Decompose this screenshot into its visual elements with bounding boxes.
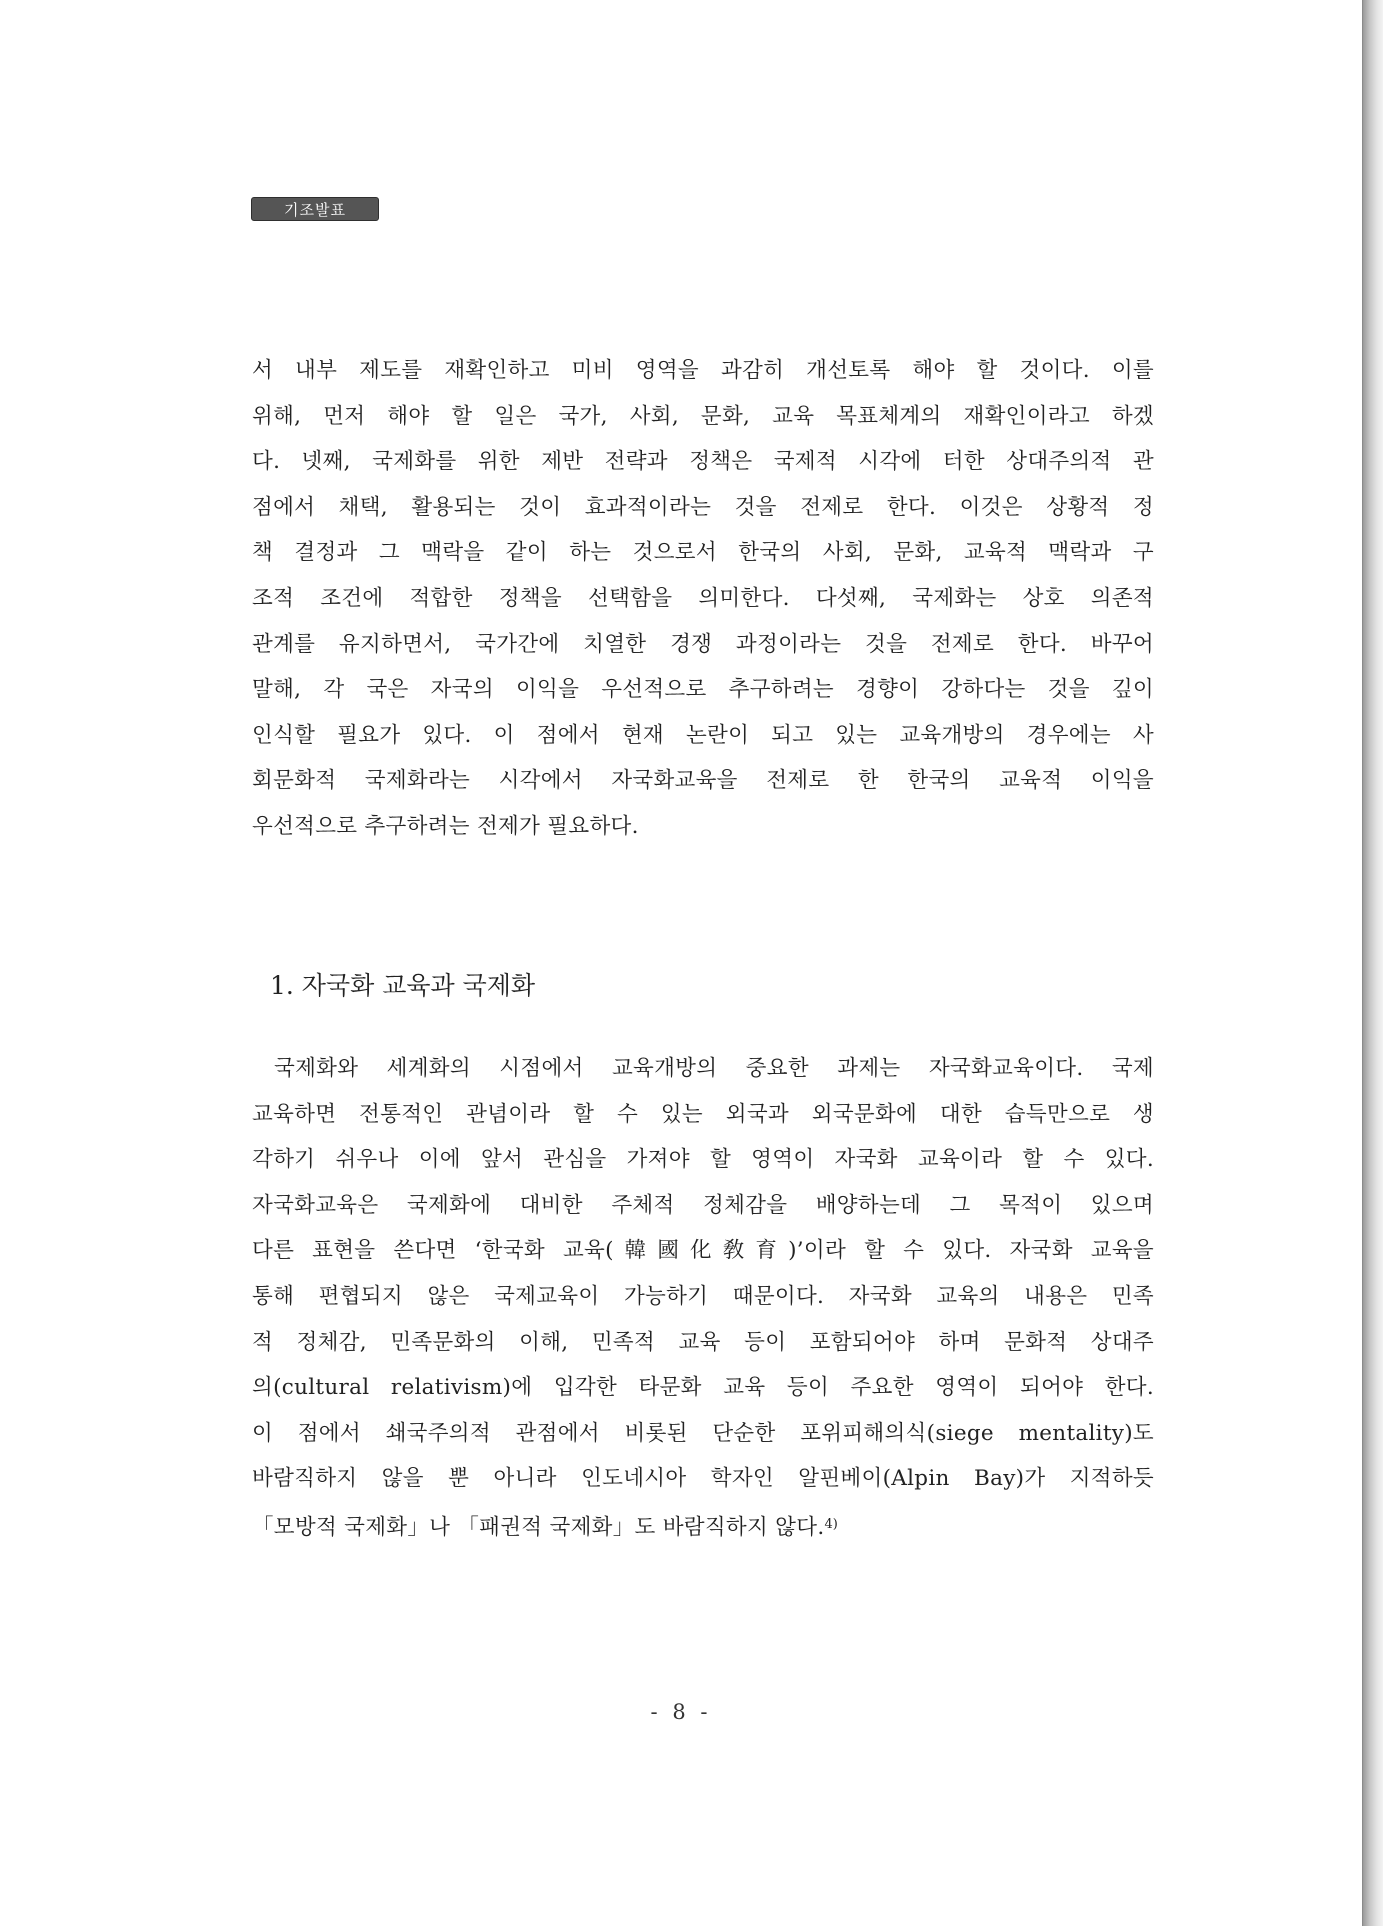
paragraph-line: 다. 넷째, 국제화를 위한 제반 전략과 정책은 국제적 시각에 터한 상대주의적 관	[252, 449, 1154, 475]
paragraph-line: 회문화적 국제화라는 시각에서 자국화교육을 전제로 한 한국의 교육적 이익을	[252, 768, 1154, 794]
paragraph-line: 위해, 먼저 해야 할 일은 국가, 사회, 문화, 교육 목표체계의 재확인이라고 하겠	[252, 403, 1154, 429]
paragraph-line: 자국화교육은 국제화에 대비한 주체적 정체감을 배양하는데 그 목적이 있으며	[252, 1192, 1154, 1218]
paragraph-line: 인식할 필요가 있다. 이 점에서 현재 논란이 되고 있는 교육개방의 경우에는 사	[252, 722, 1154, 748]
paragraph-line: 말해, 각 국은 자국의 이익을 우선적으로 추구하려는 경향이 강하다는 것을 깊이	[252, 677, 1154, 703]
section-heading: 1. 자국화 교육과 국제화	[270, 971, 536, 1000]
body-paragraph-1	[252, 348, 1154, 850]
paragraph-line: 책 결정과 그 맥락을 같이 하는 것으로서 한국의 사회, 문화, 교육적 맥락과 구	[252, 540, 1154, 566]
page-number: - 8 -	[650, 1700, 712, 1724]
paragraph-line: 조적 조건에 적합한 정책을 선택함을 의미한다. 다섯째, 국제화는 상호 의존적	[252, 585, 1154, 611]
paragraph-line: 교육하면 전통적인 관념이라 할 수 있는 외국과 외국문화에 대한 습득만으로 생	[252, 1101, 1154, 1127]
paragraph-line: 의(cultural relativism)에 입각한 타문화 교육 등이 주요한 영역이 되어야 한다.	[252, 1375, 1154, 1401]
body-paragraph-2	[252, 1046, 1154, 1548]
paragraph-line: 통해 편협되지 않은 국제교육이 가능하기 때문이다. 자국화 교육의 내용은 민족	[252, 1283, 1154, 1309]
paragraph-line: 국제화와 세계화의 시점에서 교육개방의 중요한 과제는 자국화교육이다. 국제	[274, 1056, 1154, 1081]
paragraph-line-text: 「모방적 국제화」나 「패권적 국제화」도 바람직하지 않다.	[252, 1514, 825, 1540]
footnote-reference[interactable]: 4)	[824, 1516, 838, 1532]
section-badge: 기조발표	[251, 197, 379, 221]
paragraph-line: 다른 표현을 쓴다면 ‘한국화 교육(韓國化敎育)’이라 할 수 있다. 자국화 교육을	[252, 1238, 1154, 1264]
paragraph-last-line	[252, 1502, 1154, 1548]
page-edge-shadow	[1363, 0, 1383, 1926]
paragraph-line: 우선적으로 추구하려는 전제가 필요하다.	[252, 813, 639, 839]
paragraph-line: 적 정체감, 민족문화의 이해, 민족적 교육 등이 포함되어야 하며 문화적 상대주	[252, 1329, 1154, 1355]
paragraph-line: 점에서 채택, 활용되는 것이 효과적이라는 것을 전제로 한다. 이것은 상황적 정	[252, 494, 1154, 520]
paragraph-line: 바람직하지 않을 뿐 아니라 인도네시아 학자인 알핀베이(Alpin Bay)가 지적하듯	[252, 1466, 1154, 1492]
paragraph-line: 각하기 쉬우나 이에 앞서 관심을 가져야 할 영역이 자국화 교육이라 할 수 있다.	[252, 1147, 1154, 1173]
paragraph-line: 서 내부 제도를 재확인하고 미비 영역을 과감히 개선토록 해야 할 것이다. 이를	[252, 358, 1154, 383]
paragraph-line: 관계를 유지하면서, 국가간에 치열한 경쟁 과정이라는 것을 전제로 한다. 바꾸어	[252, 631, 1154, 657]
paragraph-line: 이 점에서 쇄국주의적 관점에서 비롯된 단순한 포위피해의식(siege mentality)도	[252, 1420, 1154, 1446]
